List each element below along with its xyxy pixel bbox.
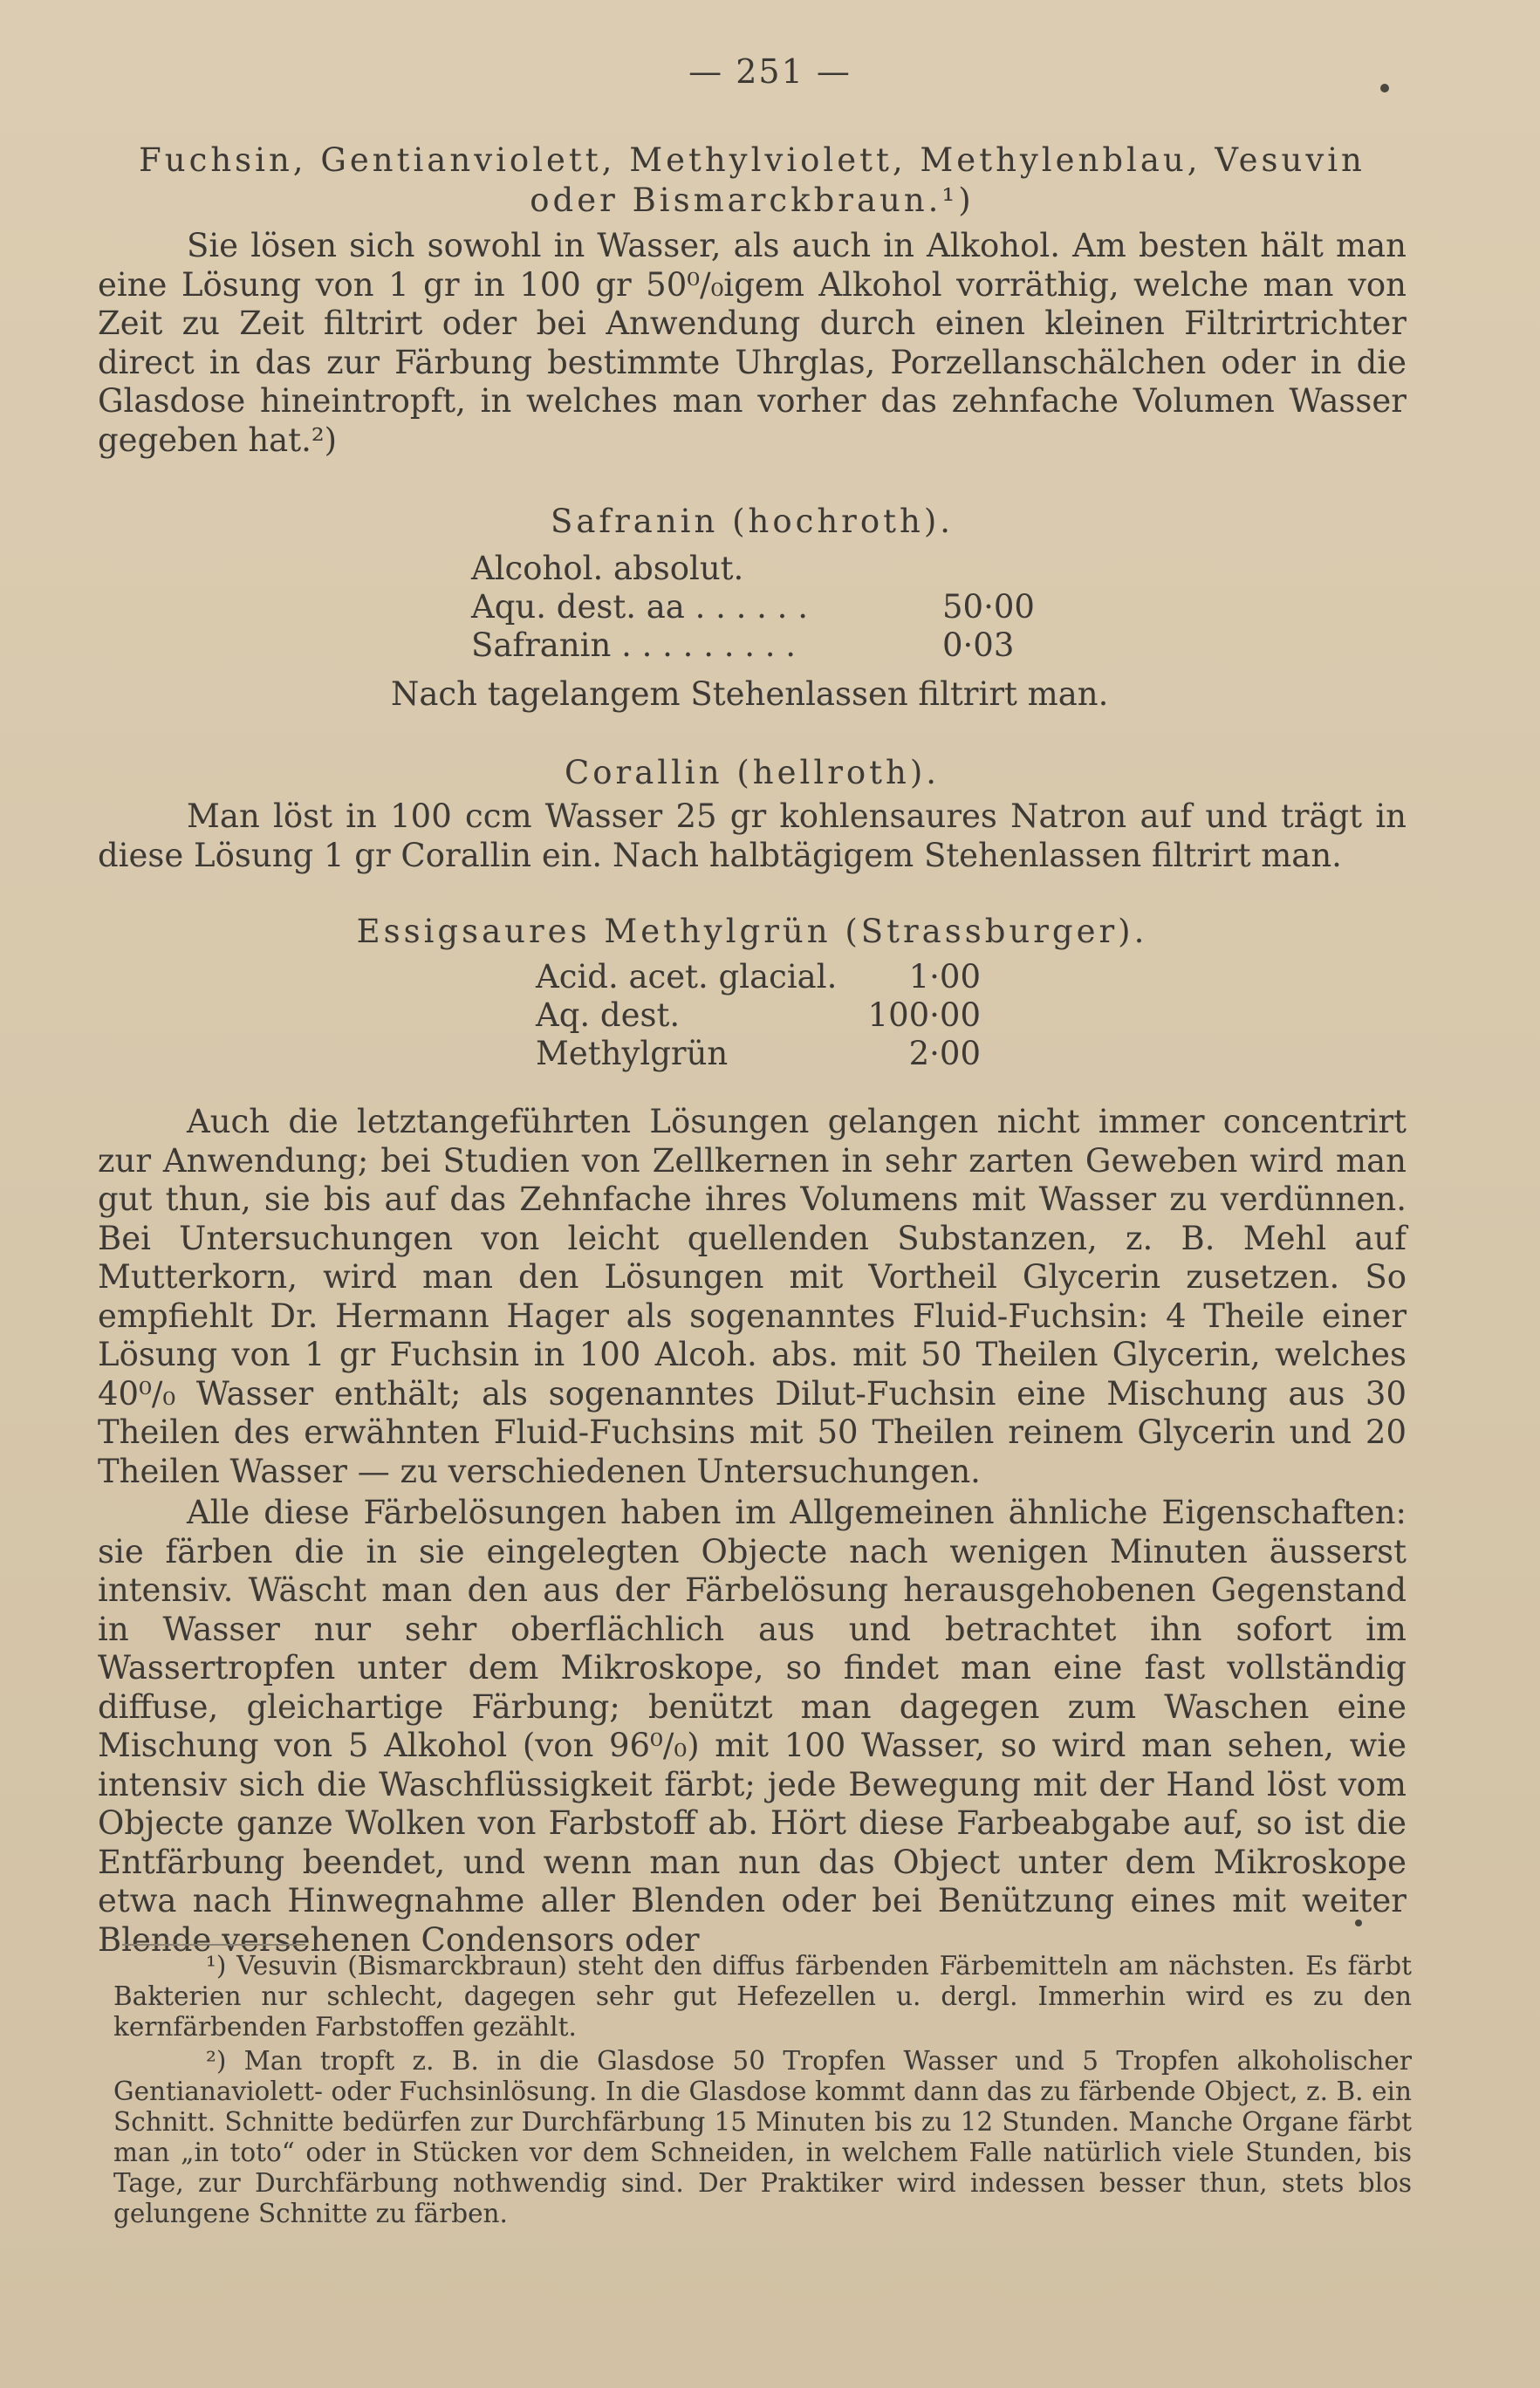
corallin-title: Corallin (hellroth). bbox=[564, 754, 941, 791]
corallin-paragraph bbox=[98, 797, 1407, 875]
recipe-amount: 1·00 bbox=[908, 958, 981, 996]
safranin-recipe bbox=[471, 550, 1035, 665]
paragraph-2 bbox=[98, 1103, 1407, 1491]
ink-spot bbox=[1380, 84, 1389, 92]
footnote-separator bbox=[122, 1944, 305, 1946]
paragraph-3 bbox=[98, 1494, 1407, 1960]
recipe-ingredient: Acid. acet. glacial. bbox=[536, 958, 838, 996]
footnote-1: ¹) Vesuvin (Bismarckbraun) steht den diffus färbenden Färbemitteln am nächsten. Es färbt Bakterien nur schlecht, dagegen sehr gut Hefezellen u. dergl. Immerhin wird es zu den kernfärbenden Farbstoffen gezählt. bbox=[113, 1951, 1412, 2042]
heading-line-2: oder Bismarckbraun.¹) bbox=[530, 181, 975, 219]
methylgruen-recipe bbox=[536, 958, 981, 1073]
recipe-ingredient: Aq. dest. bbox=[536, 996, 681, 1034]
safranin-note-wrap bbox=[391, 675, 1176, 715]
recipe-ingredient: Methylgrün bbox=[536, 1035, 729, 1072]
recipe-amount: 100·00 bbox=[867, 996, 981, 1034]
recipe-ingredient: Alcohol. absolut. bbox=[471, 550, 744, 587]
paragraph-3-text: Alle diese Färbelösungen haben im Allgemeinen ähnliche Eigenschaften: sie färben die in sie eingelegten Objecte nach wenigen Minuten äusserst intensiv. Wäscht man den aus der Färbelösung herausgehobenen Gegenstand in Wasser nur sehr oberflächlich aus und betrachtet ihn sofort im Wassertropfen unter dem Mikroskope, so findet man eine fast vollständig diffuse, gleichartige Färbung; benützt man dagegen zum Waschen eine Mischung von 5 Alkohol (von 96⁰/₀) mit 100 Wasser, so wird man sehen, wie intensiv sich die Waschflüssigkeit färbt; jede Bewegung mit der Hand löst vom Objecte ganze Wolken von Farbstoff ab. Hört diese Farbeabgabe auf, so ist die Entfärbung beendet, und wenn man nun das Object unter dem Mikroskope etwa nach Hinwegnahme aller Blenden oder bei Benützung eines mit weiter Blende versehenen Condensors oder bbox=[98, 1494, 1407, 1959]
methylgruen-section bbox=[98, 913, 1407, 951]
recipe-row: Aqu. dest. aa . . . . . . 50·00 bbox=[471, 588, 1035, 626]
recipe-row bbox=[471, 550, 942, 588]
heading-dyes bbox=[98, 141, 1407, 220]
safranin-section bbox=[98, 503, 1407, 541]
safranin-title: Safranin (hochroth). bbox=[550, 503, 955, 540]
corallin-text: Man löst in 100 ccm Wasser 25 gr kohlensaures Natron auf und trägt in diese Lösung 1 gr Corallin ein. Nach halbtägigem Stehenlassen filtrirt man. bbox=[98, 797, 1407, 874]
safranin-note: Nach tagelangem Stehenlassen filtrirt man. bbox=[391, 675, 1109, 713]
footnotes bbox=[113, 1951, 1412, 2229]
recipe-ingredient: Aqu. dest. aa . . . . . . bbox=[471, 588, 808, 626]
paragraph-1 bbox=[98, 227, 1407, 460]
heading-line-1: Fuchsin, Gentianviolett, Methylviolett, Methylenblau, Vesuvin bbox=[139, 141, 1365, 179]
methylgruen-title: Essigsaures Methylgrün (Strassburger). bbox=[356, 913, 1148, 950]
recipe-row: Safranin . . . . . . . . . 0·03 bbox=[471, 626, 1015, 664]
recipe-row bbox=[536, 958, 981, 996]
footnote-2: ²) Man tropft z. B. in die Glasdose 50 Tropfen Wasser und 5 Tropfen alkoholischer Gentianaviolett- oder Fuchsinlösung. In die Glasdose kommt dann das zu färbende Object, z. B. ein Schnitt. Schnitte bedürfen zur Durchfärbung 15 Minuten bis zu 12 Stunden. Manche Organe färbt man „in toto“ oder in Stücken vor dem Schneiden, in welchem Falle natürlich viele Stunden, bis Tage, zur Durchfärbung nothwendig sind. Der Praktiker wird indessen besser thun, stets blos gelungene Schnitte zu färben. bbox=[113, 2046, 1412, 2228]
corallin-section bbox=[98, 754, 1407, 792]
paragraph-2-text: Auch die letztangeführten Lösungen gelangen nicht immer concentrirt zur Anwendung; bei Studien von Zellkernen in sehr zarten Geweben wird man gut thun, sie bis auf das Zehnfache ihres Volumens mit Wasser zu verdünnen. Bei Untersuchungen von leicht quellenden Substanzen, z. B. Mehl auf Mutterkorn, wird man den Lösungen mit Vortheil Glycerin zusetzen. So empfiehlt Dr. Hermann Hager als sogenanntes Fluid-Fuchsin: 4 Theile einer Lösung von 1 gr Fuchsin in 100 Alcoh. abs. mit 50 Theilen Glycerin, welches 40⁰/₀ Wasser enthält; als sogenanntes Dilut-Fuchsin eine Mischung aus 30 Theilen des erwähnten Fluid-Fuchsins mit 50 Theilen reinem Glycerin und 20 Theilen Wasser — zu verschiedenen Untersuchungen. bbox=[98, 1103, 1407, 1490]
page-number: — 251 — bbox=[688, 52, 852, 91]
recipe-amount: 2·00 bbox=[908, 1035, 981, 1072]
recipe-ingredient: Safranin . . . . . . . . . bbox=[471, 626, 797, 664]
recipe-row bbox=[536, 996, 981, 1035]
ink-spot bbox=[1355, 1919, 1362, 1926]
paragraph-1-text: Sie lösen sich sowohl in Wasser, als auch in Alkohol. Am besten hält man eine Lösung von 1 gr in 100 gr 50⁰/₀igem Alkohol vorräthig, welche man von Zeit zu Zeit filtrirt oder bei Anwendung durch einen kleinen Filtrirtrichter direct in das zur Färbung bestimmte Uhrglas, Porzellanschälchen oder in die Glasdose hineintropft, in welches man vorher das zehnfache Volumen Wasser gegeben hat.²) bbox=[98, 227, 1407, 459]
recipe-row bbox=[536, 1035, 981, 1073]
